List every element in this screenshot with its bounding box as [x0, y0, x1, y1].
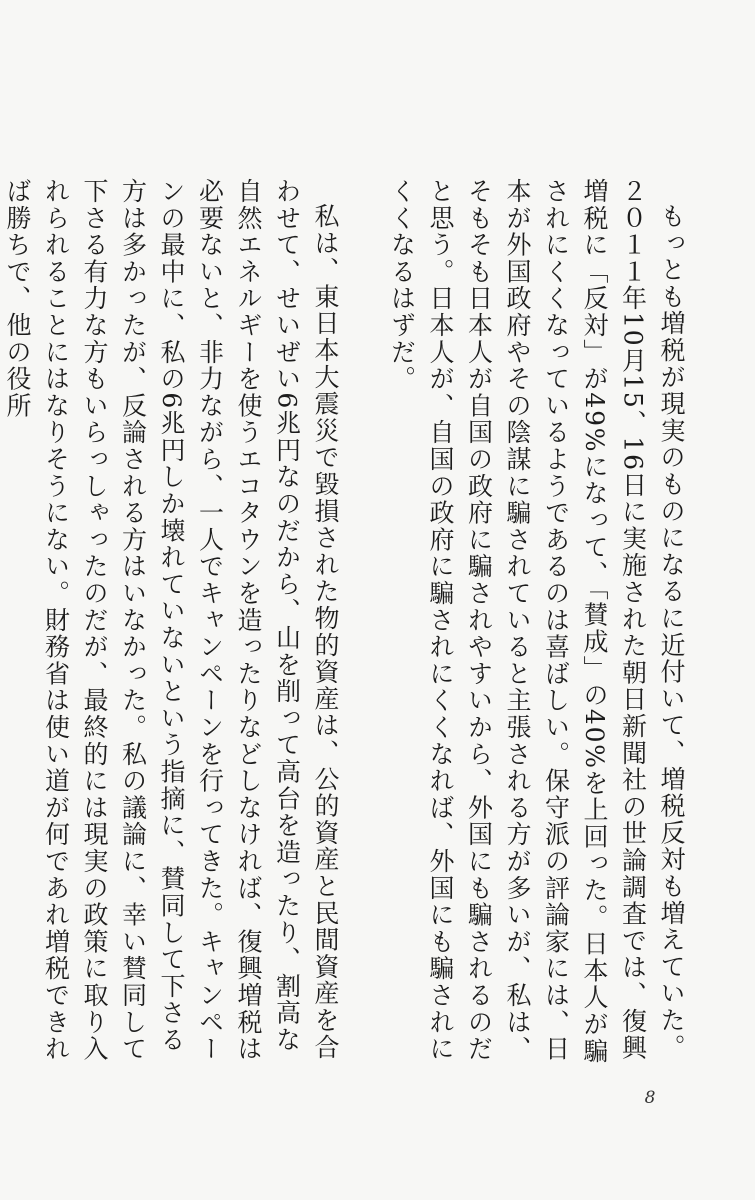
paragraph-1: もっとも増税が現実のものになるに近付いて、増税反対も増えていた。２０１１年10月15、16日に実施された朝日新聞社の世論調査では、復興増税に「反対」が49%になって、「賛成」の40%を上回った。日本人が騙されにくくなっているようであるのは喜ばしい。保守派の評論家には、日本が外国政府やその陰謀に騙されていると主張される方が多いが、私は、そもそも日本人が自国の政府に騙されやすいから、外国にも騙されるのだと思う。日本人が、自国の政府に騙されにくくなれば、外国にも騙されにくくなるはずだ。 — [387, 178, 686, 1065]
vertical-text-body — [3, 178, 690, 1078]
page-number: 8 — [644, 1088, 656, 1108]
paragraph-2: 私は、東日本大震災で毀損された物的資産は、公的資産と民間資産を合わせて、せいぜい6兆円なのだから、山を削って高台を造ったり、割高な自然エネルギーを使うエコタウンを造ったりなどしなければ、復興増税は必要ないと、非力ながら、一人でキャンペーンを行ってきた。キャンペーンの最中に、私の6兆円しか壊れていないという指摘に、賛同して下さる方は多かったが、反論される方はいなかった。私の議論に、幸い賛同して下さる有力な方もいらっしゃったのだが、最終的には現実の政策に取り入れられることにはなりそうにない。財務省は使い道が何であれ増税できれば勝ちで、他の役所 — [3, 178, 340, 1063]
